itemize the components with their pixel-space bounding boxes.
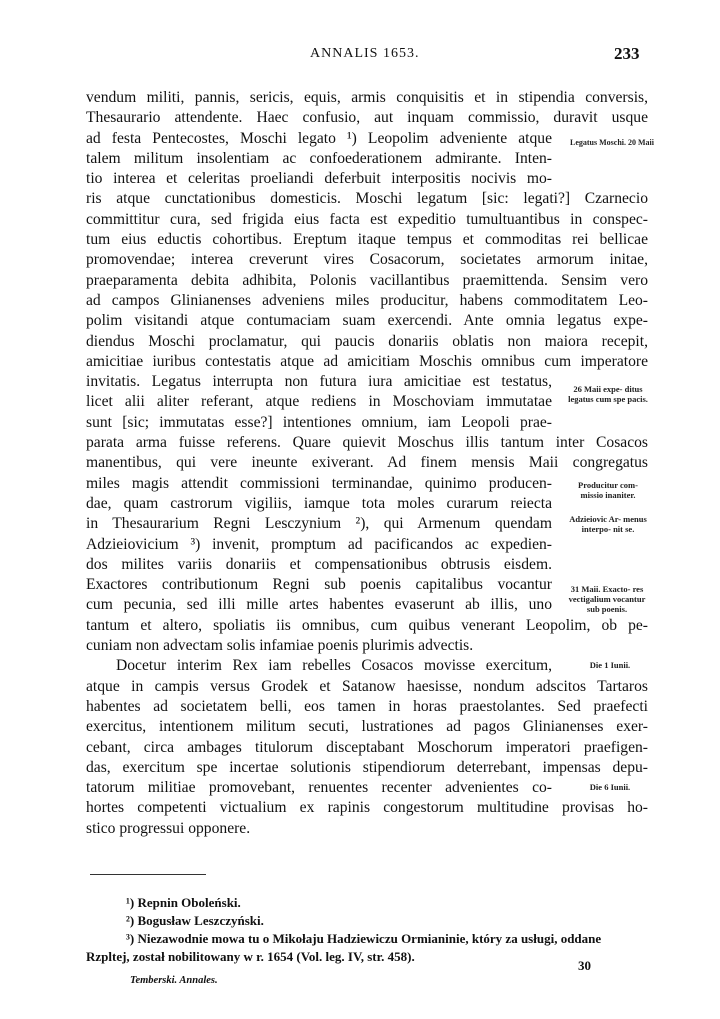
- text-line: miles magis attendit commissioni terminandae, quinimo producen-: [86, 474, 552, 492]
- text-line: licet alii aliter referant, atque rediens in Moschoviam immutatae: [86, 393, 552, 411]
- text-line: ad festa Pentecostes, Moschi legato ¹) Leopolim adveniente atque: [86, 129, 552, 147]
- margin-note: Producitur com- missio inaniter.: [578, 480, 638, 500]
- main-text: [86, 88, 648, 839]
- footnotes: [86, 894, 648, 966]
- text-line: in Thesaurarium Regni Lesczynium ²), qui Armenum quendam: [86, 515, 552, 533]
- text-line: cebant, circa ambages titulorum disceptabant Moschorum imperatori praefigen-: [86, 738, 648, 756]
- text-line: talem militum insolentiam ac confoederationem admirante. Inten-: [86, 149, 552, 167]
- text-line: polim visitandi atque contumaciam suam exercendi. Ante omnia legatus expe-: [86, 312, 648, 330]
- margin-note: Die 6 Iunii.: [589, 782, 631, 792]
- footnote: ²) Bogusław Leszczyński.: [126, 913, 264, 928]
- signature-number: 30: [578, 958, 591, 973]
- signature-label: Temberski. Annales.: [130, 975, 218, 986]
- running-title: ANNALIS 1653.: [310, 46, 420, 61]
- text-line: diendus Moschi proclamatur, qui paucis donariis oblatis non maiora recepit,: [86, 332, 648, 350]
- margin-note: Die 1 Iunii.: [589, 660, 631, 670]
- footnote: Rzpltej, został nobilitowany w r. 1654 (Vol. leg. IV, str. 458).: [86, 949, 415, 964]
- footnote-rule: [90, 874, 206, 875]
- text-line: cum pecunia, sed illi mille artes habentes evaserunt ab illis, uno: [86, 596, 552, 614]
- margin-note: 26 Maii expe- ditus legatus cum spe pacis.: [568, 384, 648, 404]
- text-line: praeparamenta debita adhibita, Polonis vacillantibus praemittenda. Sensim vero: [86, 271, 648, 289]
- page-header: [0, 46, 720, 68]
- text-line: tum eius eductis cohortibus. Ereptum itaque tempus et commoditas rei bellicae: [86, 231, 648, 249]
- text-line: sunt [sic; immutatas esse?] intentiones omnium, iam Leopoli prae-: [86, 413, 552, 431]
- text-line: tatorum militiae promovebant, renuentes recenter advenientes co-: [86, 779, 552, 797]
- text-line: ad campos Glinianenses adveniens miles producitur, habens commoditatem Leo-: [86, 291, 648, 309]
- text-line: dae, quam castrorum vigiliis, iamque tota moles curarum reiecta: [86, 494, 552, 512]
- text-line: habentes ad societatem belli, eos tamen in horas praestolantes. Sed praefecti: [86, 697, 648, 715]
- text-line: hortes competenti victualium ex rapinis congestorum multitudine provisas ho-: [86, 799, 648, 817]
- text-line: ris atque cunctationibus domesticis. Moschi legatum [sic: legati?] Czarnecio: [86, 190, 648, 208]
- page-number: 233: [614, 44, 640, 63]
- margin-note: 31 Maii. Exacto- res vectigalium vocantur sub poenis.: [568, 584, 646, 614]
- text-line: das, exercitum spe incertae solutionis stipendiorum deterrebant, impensas depu-: [86, 758, 648, 776]
- text-line: exercitus, intentionem militum secuti, lustrationes ad pagos Glinianenses exer-: [86, 718, 648, 736]
- text-line: parata arma fuisse referens. Quare quievit Moschus illis tantum inter Cosacos: [86, 434, 648, 452]
- text-line: Exactores contributionum Regni sub poenis capitalibus vocantur: [86, 576, 552, 594]
- margin-note: Adzieiovic Ar- menus interpo- nit se.: [569, 514, 647, 534]
- text-line: Thesaurario attendente. Haec confusio, aut inquam commissio, duravit usque: [86, 109, 648, 127]
- text-line: invitatis. Legatus interrupta non futura iura amicitiae est testatus,: [86, 373, 552, 391]
- margin-note: Legatus Moschi. 20 Maii: [570, 138, 654, 147]
- footnote: ¹) Repnin Oboleński.: [126, 895, 241, 910]
- text-line: stico progressui opponere.: [86, 819, 251, 837]
- text-line: vendum militi, pannis, sericis, equis, armis conquisitis et in stipendia conversis,: [86, 89, 648, 106]
- text-line: Adzieiovicium ³) invenit, promptum ad pacificandos ac expedien-: [86, 535, 552, 553]
- text-line: tio interea et celeritas proeliandi deferbuit interpositis nocivis mo-: [86, 170, 552, 188]
- text-line: Docetur interim Rex iam rebelles Cosacos movisse exercitum,: [116, 657, 552, 675]
- text-line: tantum et altero, spoliatis iis omnibus, cum quibus venerant Leopolim, ob pe-: [86, 616, 648, 634]
- text-line: manentibus, qui vere ineunte exiverant. Ad finem mensis Maii congregatus: [86, 454, 648, 472]
- text-line: cuniam non advectam solis infamiae poenis plurimis advectis.: [86, 637, 474, 655]
- text-line: atque in campis versus Grodek et Satanow haesisse, nondum adscitos Tartaros: [86, 677, 648, 695]
- footnote: ³) Niezawodnie mowa tu o Mikołaju Hadziewiczu Ormianinie, który za usługi, oddane: [126, 931, 602, 946]
- text-line: committitur cura, sed frigida eius facta est expeditio tumultuantibus in conspec-: [86, 210, 648, 228]
- text-line: amicitiae iuribus contestatis atque ad amicitiam Moschis omnibus cum imperatore: [86, 352, 648, 370]
- text-line: dos milites variis donariis et compensationibus obtrusis eisdem.: [86, 555, 552, 573]
- text-line: promovendae; interea creverunt vires Cosacorum, societates armorum initae,: [86, 251, 648, 269]
